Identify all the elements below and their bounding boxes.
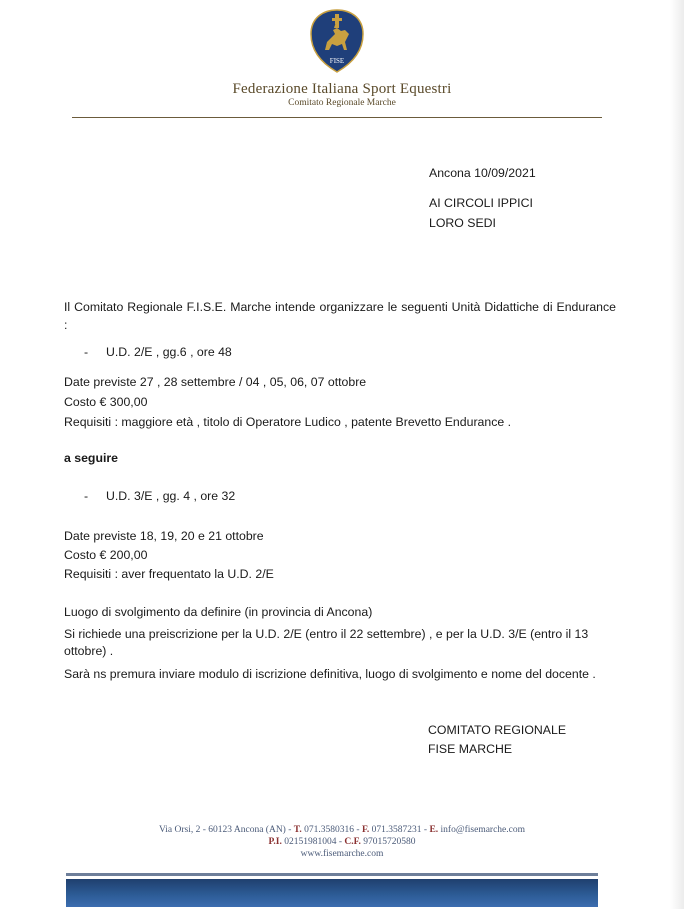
fise-crest-icon — [307, 8, 367, 74]
footer-cf: 97015720580 — [363, 837, 416, 847]
footer-address: Via Orsi, 2 - 60123 Ancona (AN) — [158, 825, 286, 835]
course2-dash: - — [84, 489, 89, 503]
closing-line: Sarà ns premura inviare modulo di iscrizione definitiva, luogo di svolgimento e nome del docente . — [64, 667, 596, 681]
footer-stripe-band — [66, 879, 598, 907]
course2-cost: Costo € 200,00 — [64, 548, 148, 562]
intro-paragraph: Il Comitato Regionale F.I.S.E. Marche intende organizzare le seguenti Unità Didattiche di Endurance : — [64, 300, 616, 332]
footer-tax-line: P.I. 02151981004 - C.F. 97015720580 — [268, 837, 416, 847]
footer-email[interactable]: info@fisemarche.com — [440, 825, 525, 835]
preregistration-line-1: Si richiede una preiscrizione per la U.D. 2/E (entro il 22 settembre) , e per la U.D. 3/E (entro il 13 — [64, 627, 589, 641]
org-name: Federazione Italiana Sport Equestri — [232, 81, 452, 97]
letterhead-divider — [72, 117, 602, 118]
footer-stripe-thin — [66, 873, 598, 876]
footer-pi: 02151981004 — [284, 837, 337, 847]
fise-crest-logo — [307, 8, 367, 74]
footer-website[interactable]: www.fisemarche.com — [300, 849, 384, 859]
course2-title: U.D. 3/E , gg. 4 , ore 32 — [106, 489, 236, 503]
signature-line-1: COMITATO REGIONALE — [428, 723, 567, 737]
recipient-line-1: AI CIRCOLI IPPICI — [429, 196, 533, 210]
signature-line-2: FISE MARCHE — [428, 742, 513, 756]
course1-cost: Costo € 300,00 — [64, 395, 148, 409]
course2-requirements: Requisiti : aver frequentato la U.D. 2/E — [64, 567, 274, 581]
course1-requirements: Requisiti : maggiore età , titolo di Operatore Ludico , patente Brevetto Endurance . — [64, 415, 512, 429]
date-line: Ancona 10/09/2021 — [429, 166, 536, 180]
then-heading: a seguire — [64, 451, 118, 465]
recipient-line-2: LORO SEDI — [429, 216, 496, 230]
page-edge-shadow — [670, 0, 684, 909]
svg-text:FISE: FISE — [329, 57, 345, 65]
footer-fax: 071.3587231 — [371, 825, 422, 835]
location-line: Luogo di svolgimento da definire (in provincia di Ancona) — [64, 605, 373, 619]
course2-dates: Date previste 18, 19, 20 e 21 ottobre — [64, 529, 264, 543]
footer-phone: 071.3580316 — [304, 825, 355, 835]
course1-dash: - — [84, 345, 89, 359]
footer-contact-line: Via Orsi, 2 - 60123 Ancona (AN) - T. 071.3580316 - F. 071.3587231 - E. info@fisemarche.com — [158, 825, 525, 835]
course1-dates: Date previste 27 , 28 settembre / 04 , 05, 06, 07 ottobre — [64, 375, 367, 389]
org-subtitle: Comitato Regionale Marche — [288, 98, 396, 108]
preregistration-line-2: ottobre) . — [64, 644, 114, 658]
course1-title: U.D. 2/E , gg.6 , ore 48 — [106, 345, 232, 359]
